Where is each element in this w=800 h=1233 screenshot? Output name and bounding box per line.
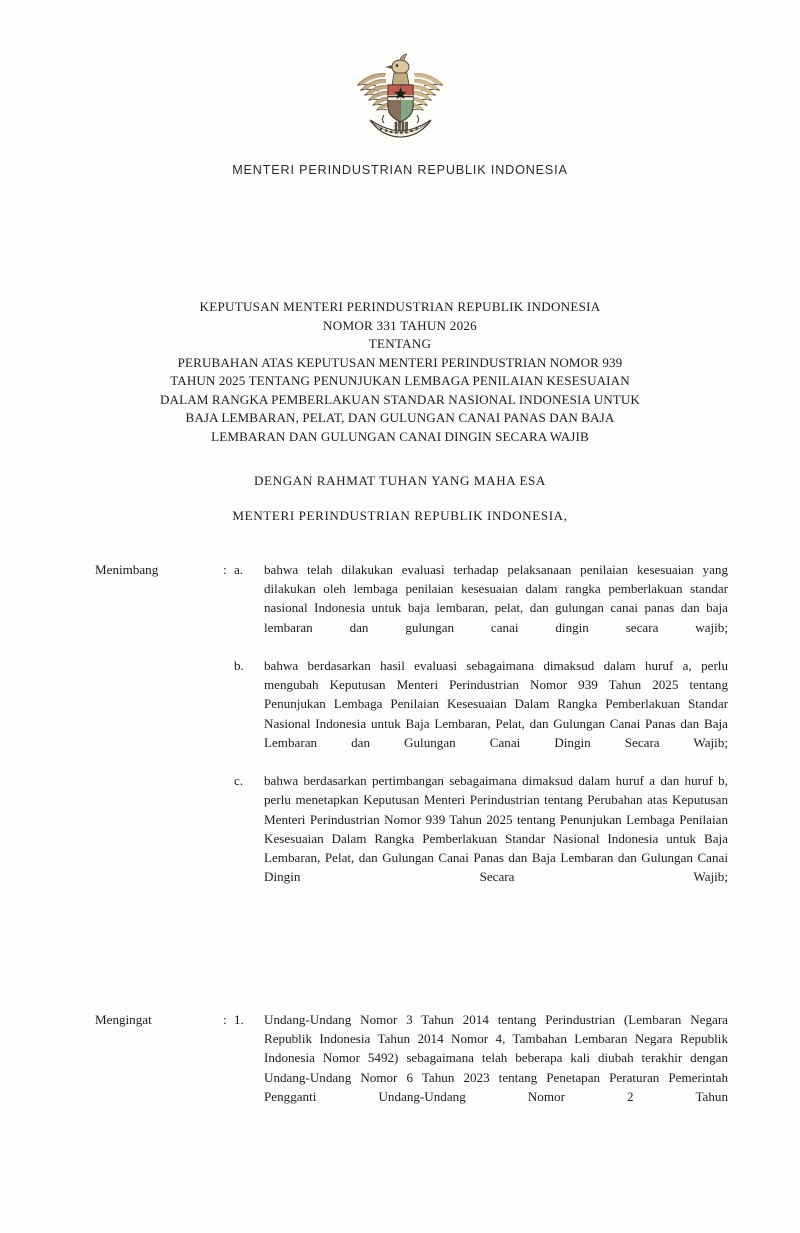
menimbang-text-b: bahwa berdasarkan hasil evaluasi sebagaimana dimaksud dalam huruf a, perlu mengubah Keputusan Menteri Perindustrian Nomor 939 Tahun 2025 tentang Penunjukan Lembaga Penilaian Kesesuaian Dalam Rangka Pemberlakuan Standar Nasional Indonesia untuk Baja Lembaran, Pelat, dan Gulungan Canai Panas dan Baja Lembaran dan Gulungan Canai Dingin Secara Wajib; — [264, 658, 728, 750]
title-line-1: KEPUTUSAN MENTERI PERINDUSTRIAN REPUBLIK INDONESIA — [199, 299, 601, 314]
title-tentang-label: TENTANG — [368, 336, 432, 351]
mengingat-colon: : — [223, 1012, 227, 1027]
menimbang-item-b — [0, 656, 800, 771]
mengingat-text-1: Undang-Undang Nomor 3 Tahun 2014 tentang Perindustrian (Lembaran Negara Republik Indonesia Tahun 2014 Nomor 4, Tambahan Lembaran Negara Republik Indonesia Nomor 5492) sebagaimana telah beberapa kali diubah terakhir dengan Undang-Undang Nomor 6 Tahun 2023 tentang Penetapan Peraturan Pemerintah Pengganti Undang-Undang Nomor 2 Tahun — [264, 1012, 728, 1104]
decree-number-line: NOMOR 331 TAHUN 2026 — [323, 317, 477, 333]
letterhead — [0, 52, 800, 177]
ministry-name: MENTERI PERINDUSTRIAN REPUBLIK INDONESIA — [232, 163, 568, 177]
salutation-minister: MENTERI PERINDUSTRIAN REPUBLIK INDONESIA, — [232, 508, 568, 523]
section-mengingat — [0, 1010, 800, 1125]
garuda-pancasila-emblem — [352, 52, 448, 144]
mengingat-item-1 — [0, 1010, 800, 1125]
menimbang-marker-b: b. — [234, 658, 244, 674]
decree-title-block — [80, 298, 720, 446]
menimbang-colon: : — [223, 562, 227, 577]
menimbang-label: Menimbang — [95, 562, 159, 577]
menimbang-text-c: bahwa berdasarkan pertimbangan sebagaimana dimaksud dalam huruf a dan huruf b, perlu menetapkan Keputusan Menteri Perindustrian tentang Perubahan atas Keputusan Menteri Perindustrian Nomor 939 Tahun 2025 tentang Penunjukan Lembaga Penilaian Kesesuaian Dalam Rangka Pemberlakuan Standar Nasional Indonesia untuk Baja Lembaran, Pelat, dan Gulungan Canai Panas dan Baja Lembaran dan Gulungan Canai Dingin Secara Wajib; — [264, 773, 728, 885]
section-menimbang — [0, 560, 800, 906]
menimbang-item-c — [0, 771, 800, 905]
menimbang-item-a — [0, 560, 800, 656]
menimbang-marker-c: c. — [234, 773, 244, 789]
title-line-6: DALAM RANGKA PEMBERLAKUAN STANDAR NASIONAL INDONESIA UNTUK — [159, 391, 640, 407]
title-line-5: TAHUN 2025 TENTANG PENUNJUKAN LEMBAGA PENILAIAN KESESUAIAN — [170, 373, 630, 388]
menimbang-marker-a: a. — [234, 562, 244, 577]
title-line-4: PERUBAHAN ATAS KEPUTUSAN MENTERI PERINDUSTRIAN NOMOR 939 — [177, 354, 623, 370]
salutation-rahmat: DENGAN RAHMAT TUHAN YANG MAHA ESA — [254, 473, 546, 488]
mengingat-label: Mengingat — [95, 1012, 152, 1027]
title-line-8: LEMBARAN DAN GULUNGAN CANAI DINGIN SECARA WAJIB — [211, 428, 589, 444]
title-line-7: BAJA LEMBARAN, PELAT, DAN GULUNGAN CANAI PANAS DAN BAJA — [185, 410, 615, 425]
mengingat-marker-1: 1. — [234, 1012, 244, 1027]
menimbang-text-a: bahwa telah dilakukan evaluasi terhadap pelaksanaan penilaian kesesuaian yang dilakukan oleh lembaga penilaian kesesuaian dalam rangka pemberlakuan standar nasional Indonesia untuk baja lembaran, pelat, dan gulungan canai panas dan baja lembaran dan gulungan canai dingin secara wajib; — [264, 562, 728, 635]
